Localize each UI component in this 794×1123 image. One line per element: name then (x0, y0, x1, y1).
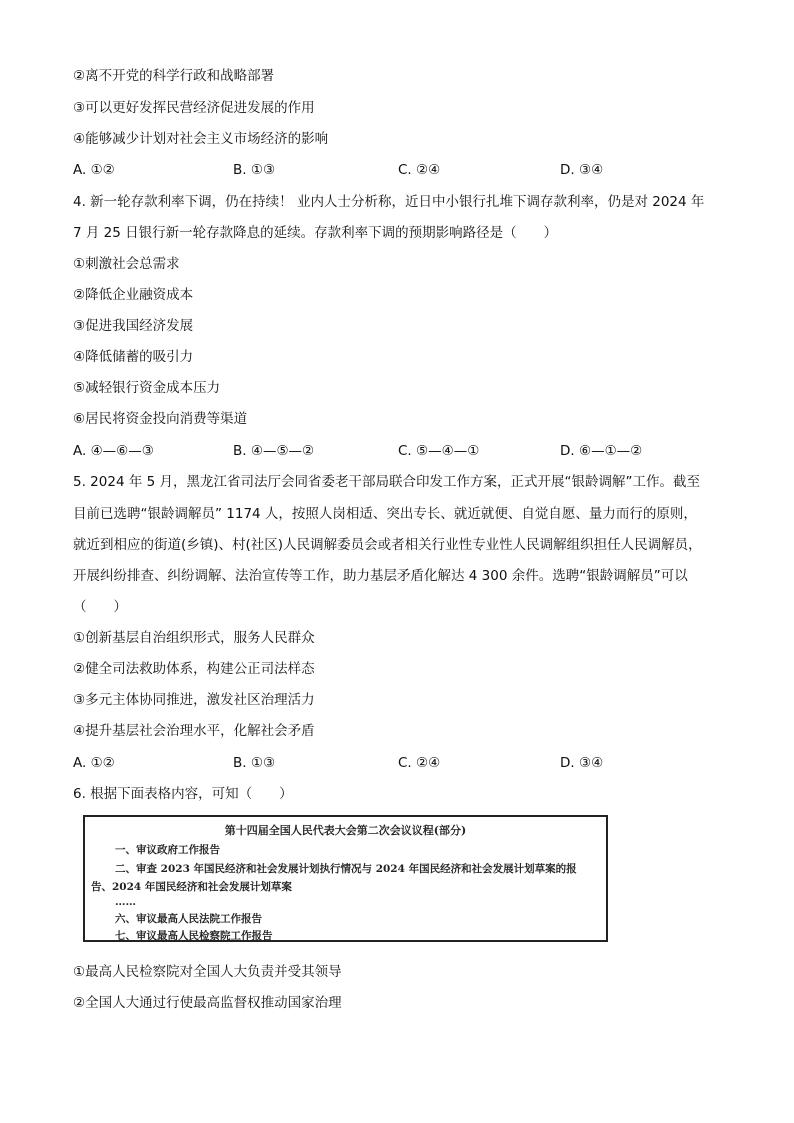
question-stem: 5. 2024 年 5 月，黑龙江省司法厅会同省委老干部局联合印发工作方案，正式开展“银龄调解”工作。截至 (73, 474, 700, 490)
option-line: ①刺激社会总需求 (73, 256, 180, 272)
choice-c[interactable]: C. ⑤—④—① (398, 443, 480, 459)
option-line: ①创新基层自治组织形式，服务人民群众 (73, 630, 315, 646)
option-line: ④提升基层社会治理水平，化解社会矛盾 (73, 723, 315, 739)
option-line: ②离不开党的科学行政和战略部署 (73, 68, 275, 84)
agenda-row: 七、审议最高人民检察院工作报告 (115, 930, 273, 942)
agenda-row: …… (115, 896, 136, 908)
option-line: ④能够减少计划对社会主义市场经济的影响 (73, 131, 329, 147)
choice-a[interactable]: A. ④—⑥—③ (73, 443, 154, 459)
option-line: ②全国人大通过行使最高监督权推动国家治理 (73, 995, 342, 1011)
option-line: ①最高人民检察院对全国人大负责并受其领导 (73, 964, 342, 980)
question-stem: 就近到相应的街道(乡镇)、村(社区)人民调解委员会或者相关行业性专业性人民调解组织担任人民调解员， (73, 537, 702, 553)
option-line: ③多元主体协同推进，激发社区治理活力 (73, 692, 315, 708)
choice-d[interactable]: D. ③④ (560, 755, 604, 771)
question-stem: 6. 根据下面表格内容，可知（ ） (73, 786, 293, 802)
choice-d[interactable]: D. ⑥—①—② (560, 443, 643, 459)
option-line: ⑤减轻银行资金成本压力 (73, 380, 221, 396)
answer-choices (73, 441, 713, 461)
option-line: ②健全司法救助体系，构建公正司法样态 (73, 661, 315, 677)
option-line: ③促进我国经济发展 (73, 318, 194, 334)
question-stem: 7 月 25 日银行新一轮存款降息的延续。存款利率下调的预期影响路径是（ ） (73, 225, 558, 241)
choice-c[interactable]: C. ②④ (398, 755, 441, 771)
answer-choices (73, 160, 713, 180)
agenda-table (83, 815, 608, 942)
choice-b[interactable]: B. ①③ (233, 755, 276, 771)
option-line: ⑥居民将资金投向消费等渠道 (73, 411, 248, 427)
agenda-row: 六、审议最高人民法院工作报告 (115, 913, 262, 925)
choice-d[interactable]: D. ③④ (560, 162, 604, 178)
option-line: ③可以更好发挥民营经济促进发展的作用 (73, 100, 315, 116)
choice-b[interactable]: B. ①③ (233, 162, 276, 178)
agenda-row: 一、审议政府工作报告 (115, 844, 220, 856)
question-stem: 4. 新一轮存款利率下调，仍在持续！ 业内人士分析称，近日中小银行扎堆下调存款利率，仍是对 2024 年 (73, 194, 705, 210)
choice-b[interactable]: B. ④—⑤—② (233, 443, 315, 459)
agenda-row: 二、审查 2023 年国民经济和社会发展计划执行情况与 2024 年国民经济和社会发展计划草案的报 (115, 863, 577, 875)
choice-a[interactable]: A. ①② (73, 755, 115, 771)
agenda-title: 第十四届全国人民代表大会第二次会议议程(部分) (224, 824, 467, 837)
question-stem: 开展纠纷排查、纠纷调解、法治宣传等工作，助力基层矛盾化解达 4 300 余件。选聘“银龄调解员”可以 (73, 568, 688, 584)
option-line: ②降低企业融资成本 (73, 287, 194, 303)
question-stem: 目前已选聘“银龄调解员” 1174 人，按照人岗相适、突出专长、就近就便、自觉自愿、量力而行的原则， (73, 506, 697, 522)
choice-a[interactable]: A. ①② (73, 162, 115, 178)
agenda-row: 告、2024 年国民经济和社会发展计划草案 (91, 881, 292, 893)
choice-c[interactable]: C. ②④ (398, 162, 441, 178)
option-line: ④降低储蓄的吸引力 (73, 349, 194, 365)
answer-choices (73, 753, 713, 773)
question-stem: （ ） (73, 599, 127, 615)
